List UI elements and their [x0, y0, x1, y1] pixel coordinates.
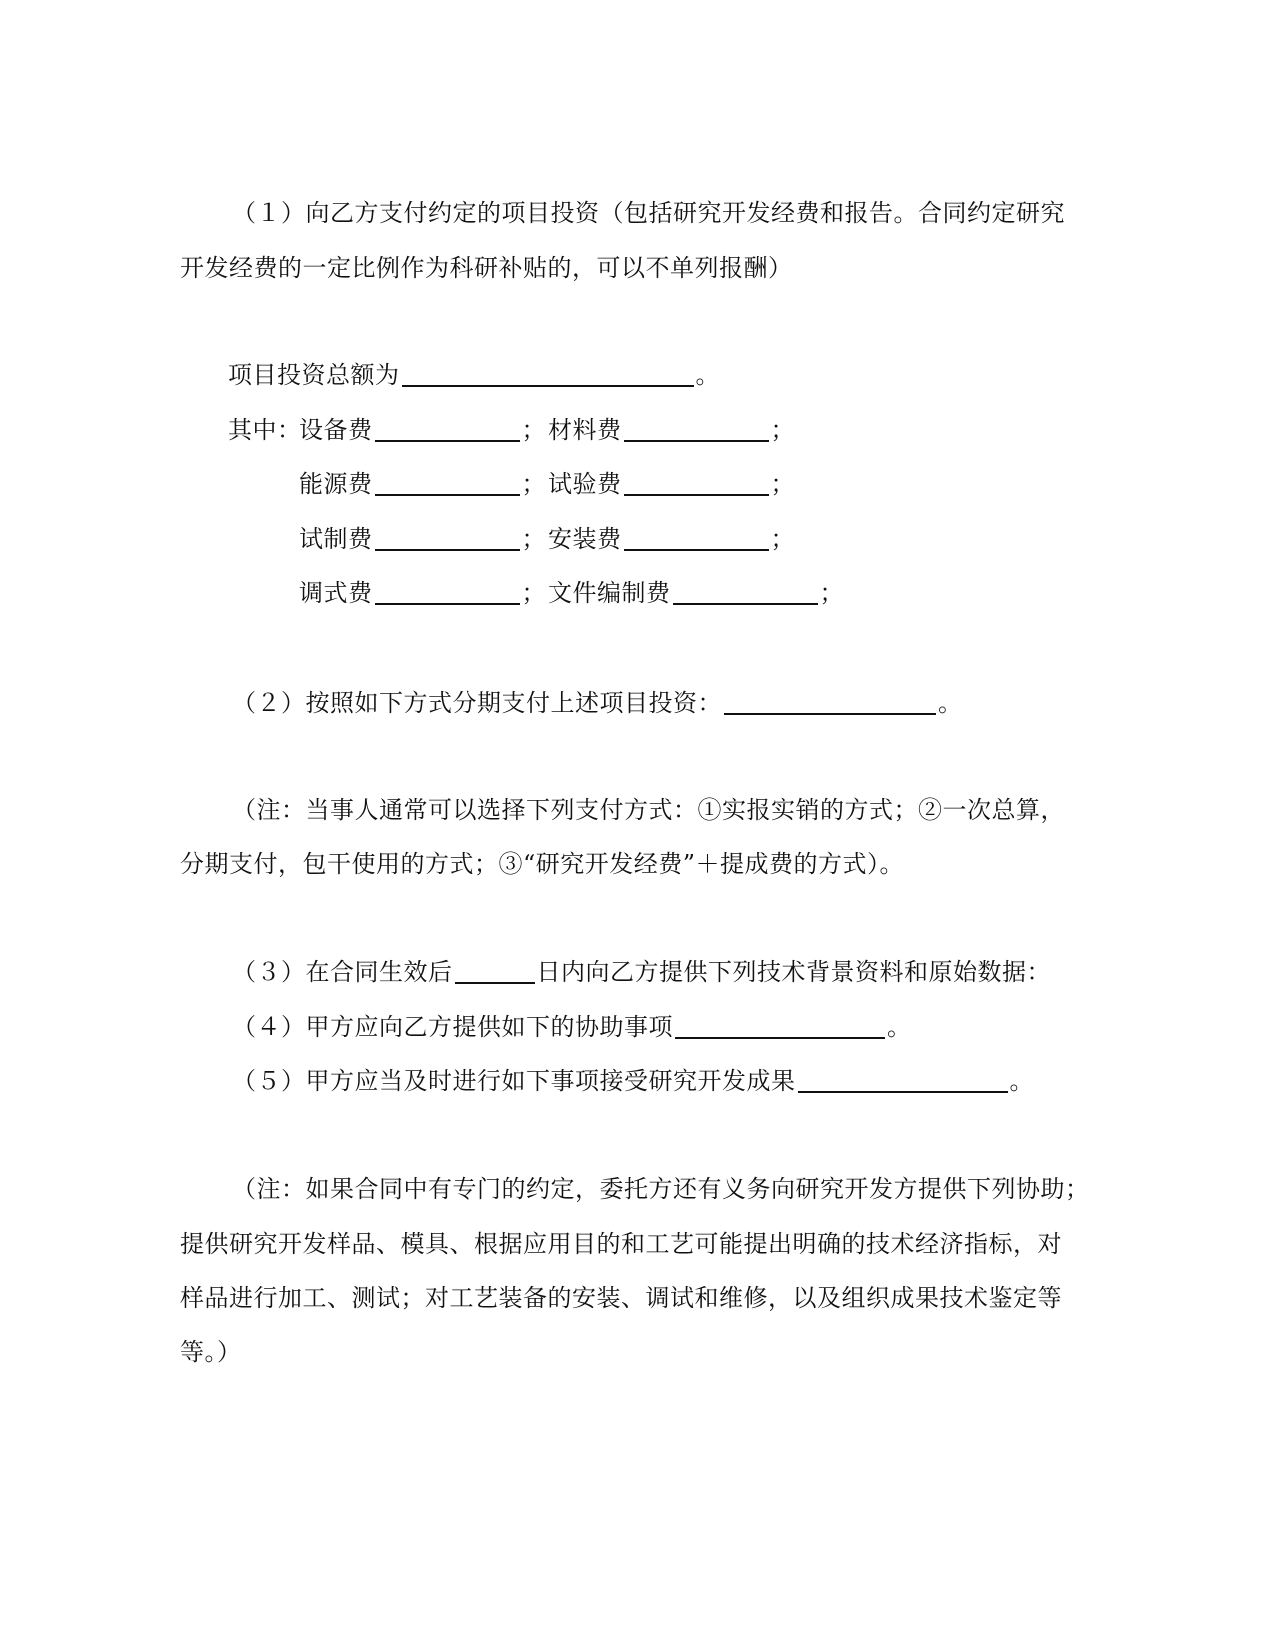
section-2-end: 。	[938, 689, 963, 717]
section-5-blank[interactable]	[798, 1067, 1008, 1093]
cost-item-installation	[548, 522, 795, 556]
cost-item-label: 设备费	[299, 416, 373, 444]
section-5-end: 。	[1009, 1067, 1034, 1095]
section-2-line	[232, 686, 963, 720]
cost-item-sep: ；	[521, 525, 546, 553]
cost-item-sep: ；	[521, 579, 546, 607]
cost-item-test	[548, 467, 795, 501]
cost-item-sep: ；	[770, 525, 795, 553]
note-2-line-3: 样品进行加工、测试；对工艺装备的安装、调试和维修，以及组织成果技术鉴定等	[180, 1284, 1062, 1312]
cost-item-blank[interactable]	[624, 470, 769, 496]
section-5-text: （５）甲方应当及时进行如下事项接受研究开发成果	[232, 1067, 796, 1095]
note-2-line-2: 提供研究开发样品、模具、根据应用目的和工艺可能提出明确的技术经济指标，对	[180, 1230, 1062, 1258]
cost-item-blank[interactable]	[375, 525, 520, 551]
cost-item-blank[interactable]	[624, 416, 769, 442]
section-3-after: 日内向乙方提供下列技术背景资料和原始数据：	[536, 958, 1051, 986]
section-2-blank[interactable]	[724, 689, 936, 715]
section-3-before: （３）在合同生效后	[232, 958, 453, 986]
section-5-line	[232, 1064, 1034, 1098]
section-4-text: （４）甲方应向乙方提供如下的协助事项	[232, 1013, 673, 1041]
cost-item-blank[interactable]	[673, 579, 818, 605]
investment-total-label: 项目投资总额为	[228, 361, 400, 389]
cost-item-blank[interactable]	[375, 579, 520, 605]
note-1-line-1: （注：当事人通常可以选择下列支付方式：①实报实销的方式；②一次总算，	[232, 796, 1065, 824]
cost-item-trial-production	[299, 522, 546, 556]
section-3-line	[232, 955, 1051, 989]
cost-item-label: 安装费	[548, 525, 622, 553]
cost-item-label: 文件编制费	[548, 579, 671, 607]
section-4-end: 。	[887, 1013, 912, 1041]
cost-item-energy	[299, 467, 546, 501]
cost-item-material	[548, 413, 795, 447]
cost-item-documentation	[548, 576, 844, 610]
note-2-line-4: 等。）	[180, 1338, 242, 1366]
cost-item-sep: ；	[521, 470, 546, 498]
note-2-line-1: （注：如果合同中有专门的约定，委托方还有义务向研究开发方提供下列协助；	[232, 1175, 1090, 1203]
section-4-line	[232, 1010, 912, 1044]
cost-item-label: 试制费	[299, 525, 373, 553]
cost-item-label: 能源费	[299, 470, 373, 498]
investment-total-blank[interactable]	[402, 361, 694, 387]
cost-item-equipment	[299, 413, 546, 447]
section-4-blank[interactable]	[675, 1013, 885, 1039]
cost-item-blank[interactable]	[375, 470, 520, 496]
cost-item-label: 材料费	[548, 416, 622, 444]
section-2-text: （２）按照如下方式分期支付上述项目投资：	[232, 689, 722, 717]
cost-item-blank[interactable]	[624, 525, 769, 551]
note-1-line-2: 分期支付，包干使用的方式；③“研究开发经费”＋提成费的方式）。	[180, 850, 905, 878]
cost-item-label: 试验费	[548, 470, 622, 498]
cost-item-sep: ；	[770, 416, 795, 444]
cost-item-sep: ；	[770, 470, 795, 498]
cost-item-blank[interactable]	[375, 416, 520, 442]
investment-total-end: 。	[695, 361, 720, 389]
investment-items-prefix: 其中：	[228, 416, 302, 444]
cost-item-label: 调式费	[299, 579, 373, 607]
section-1-line-1: （１）向乙方支付约定的项目投资（包括研究开发经费和报告。合同约定研究	[232, 199, 1065, 227]
cost-item-debugging	[299, 576, 546, 610]
section-1-line-2: 开发经费的一定比例作为科研补贴的，可以不单列报酬）	[180, 254, 793, 282]
cost-item-sep: ；	[819, 579, 844, 607]
cost-item-sep: ；	[521, 416, 546, 444]
section-3-blank[interactable]	[455, 958, 535, 984]
investment-total-line	[228, 358, 720, 392]
